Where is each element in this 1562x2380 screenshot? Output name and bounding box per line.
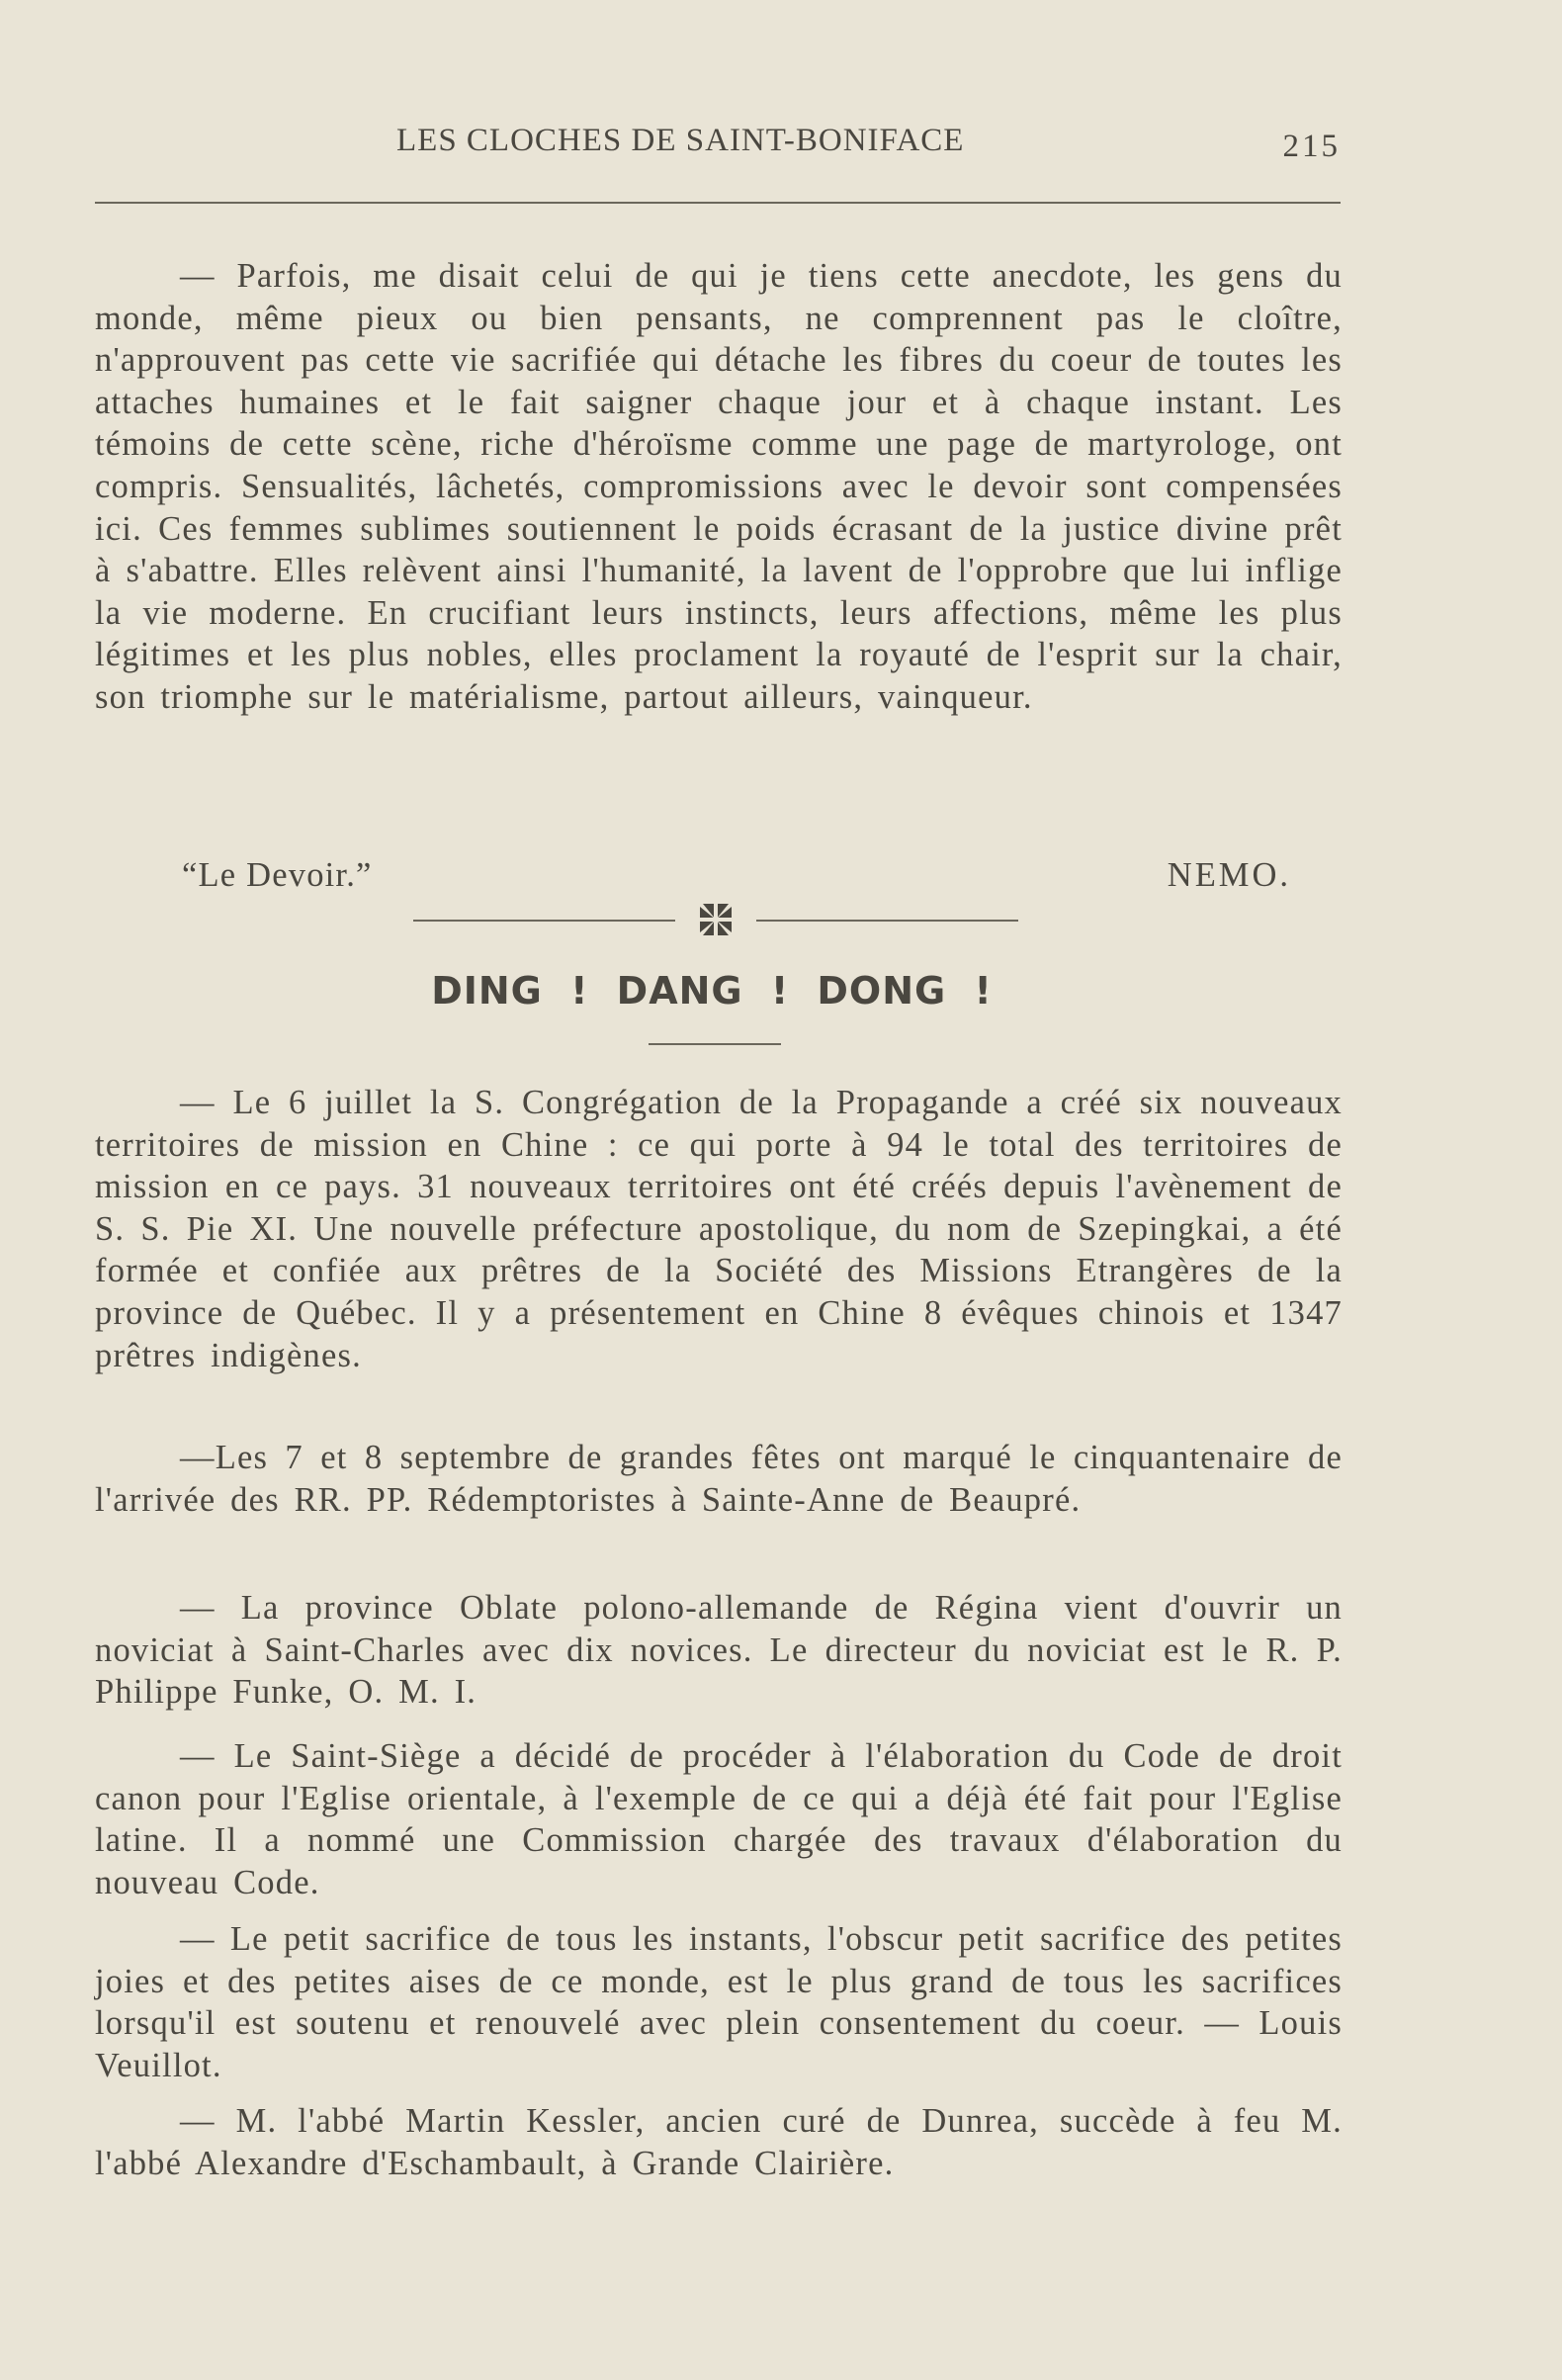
news-item: — Le petit sacrifice de tous les instants, l'obscur petit sacrifice des petites joies et des petites aises de ce monde, est le plus grand de tous les sacrifices lorsqu'il est soutenu et renouvelé avec plein consentement du coeur. — Louis Veuillot.: [95, 1920, 1343, 2084]
news-item: — M. l'abbé Martin Kessler, ancien curé de Dunrea, succède à feu M. l'abbé Alexandre d'Eschambault, à Grande Clairière.: [95, 2102, 1343, 2182]
header-rule: [95, 202, 1341, 204]
article-paragraph: — Parfois, me disait celui de qui je tiens cette anecdote, les gens du monde, même pieux ou bien pensants, ne comprennent pas le cloître, n'approuvent pas cette vie sacrifiée qui détache les fibres du coeur de toutes les attaches humaines et le fait saigner chaque jour et à chaque instant. Les témoins de cette scène, riche d'héroïsme comme une page de martyrologe, ont compris. Sensualités, lâchetés, compromissions avec le devoir sont compensées ici. Ces femmes sublimes soutiennent le poids écrasant de la justice divine prêt à s'abattre. Elles relèvent ainsi l'humanité, la lavent de l'opprobre que lui inflige la vie moderne. En crucifiant leurs instincts, leurs affections, même les plus légitimes et les plus nobles, elles proclament la royauté de l'esprit sur la chair, son triomphe sur le matérialisme, partout ailleurs, vainqueur.: [95, 257, 1343, 716]
page-number: 215: [1282, 129, 1341, 164]
title-rule: [649, 1043, 781, 1045]
news-item: — La province Oblate polono-allemande de Régina vient d'ouvrir un noviciat à Saint-Charles avec dix novices. Le directeur du noviciat est le R. P. Philippe Funke, O. M. I.: [95, 1589, 1343, 1712]
news-item: — Le Saint-Siège a décidé de procéder à l'élaboration du Code de droit canon pour l'Eglise orientale, à l'exemple de ce qui a déjà été fait pour l'Eglise latine. Il a nommé une Commission chargée des travaux d'élaboration du nouveau Code.: [95, 1737, 1343, 1901]
article-author: NEMO.: [1167, 856, 1291, 894]
ornament-rule-left: [413, 920, 675, 922]
section-ornament: [413, 900, 1018, 939]
news-item: — Le 6 juillet la S. Congrégation de la Propagande a créé six nouveaux territoires de mission en Chine : ce qui porte à 94 le total des territoires de mission en ce pays. 31 nouveaux territoires ont été créés depuis l'avènement de S. S. Pie XI. Une nouvelle préfecture apostolique, du nom de Szepingkai, a été formée et confiée aux prêtres de la Société des Missions Etrangères de la province de Québec. Il y a présentement en Chine 8 évêques chinois et 1347 prêtres indigènes.: [95, 1084, 1343, 1374]
ornament-rule-right: [756, 920, 1018, 922]
signature-line: [182, 856, 1291, 900]
section-title: DING ! DANG ! DONG !: [431, 969, 993, 1013]
running-title: LES CLOCHES DE SAINT-BONIFACE: [396, 123, 965, 158]
article-source: “Le Devoir.”: [182, 856, 373, 894]
running-head: [95, 123, 1341, 166]
news-item: —Les 7 et 8 septembre de grandes fêtes ont marqué le cinquantenaire de l'arrivée des RR. PP. Rédemptoristes à Sainte-Anne de Beaupré.: [95, 1439, 1343, 1519]
maltese-cross-icon: [697, 900, 735, 939]
